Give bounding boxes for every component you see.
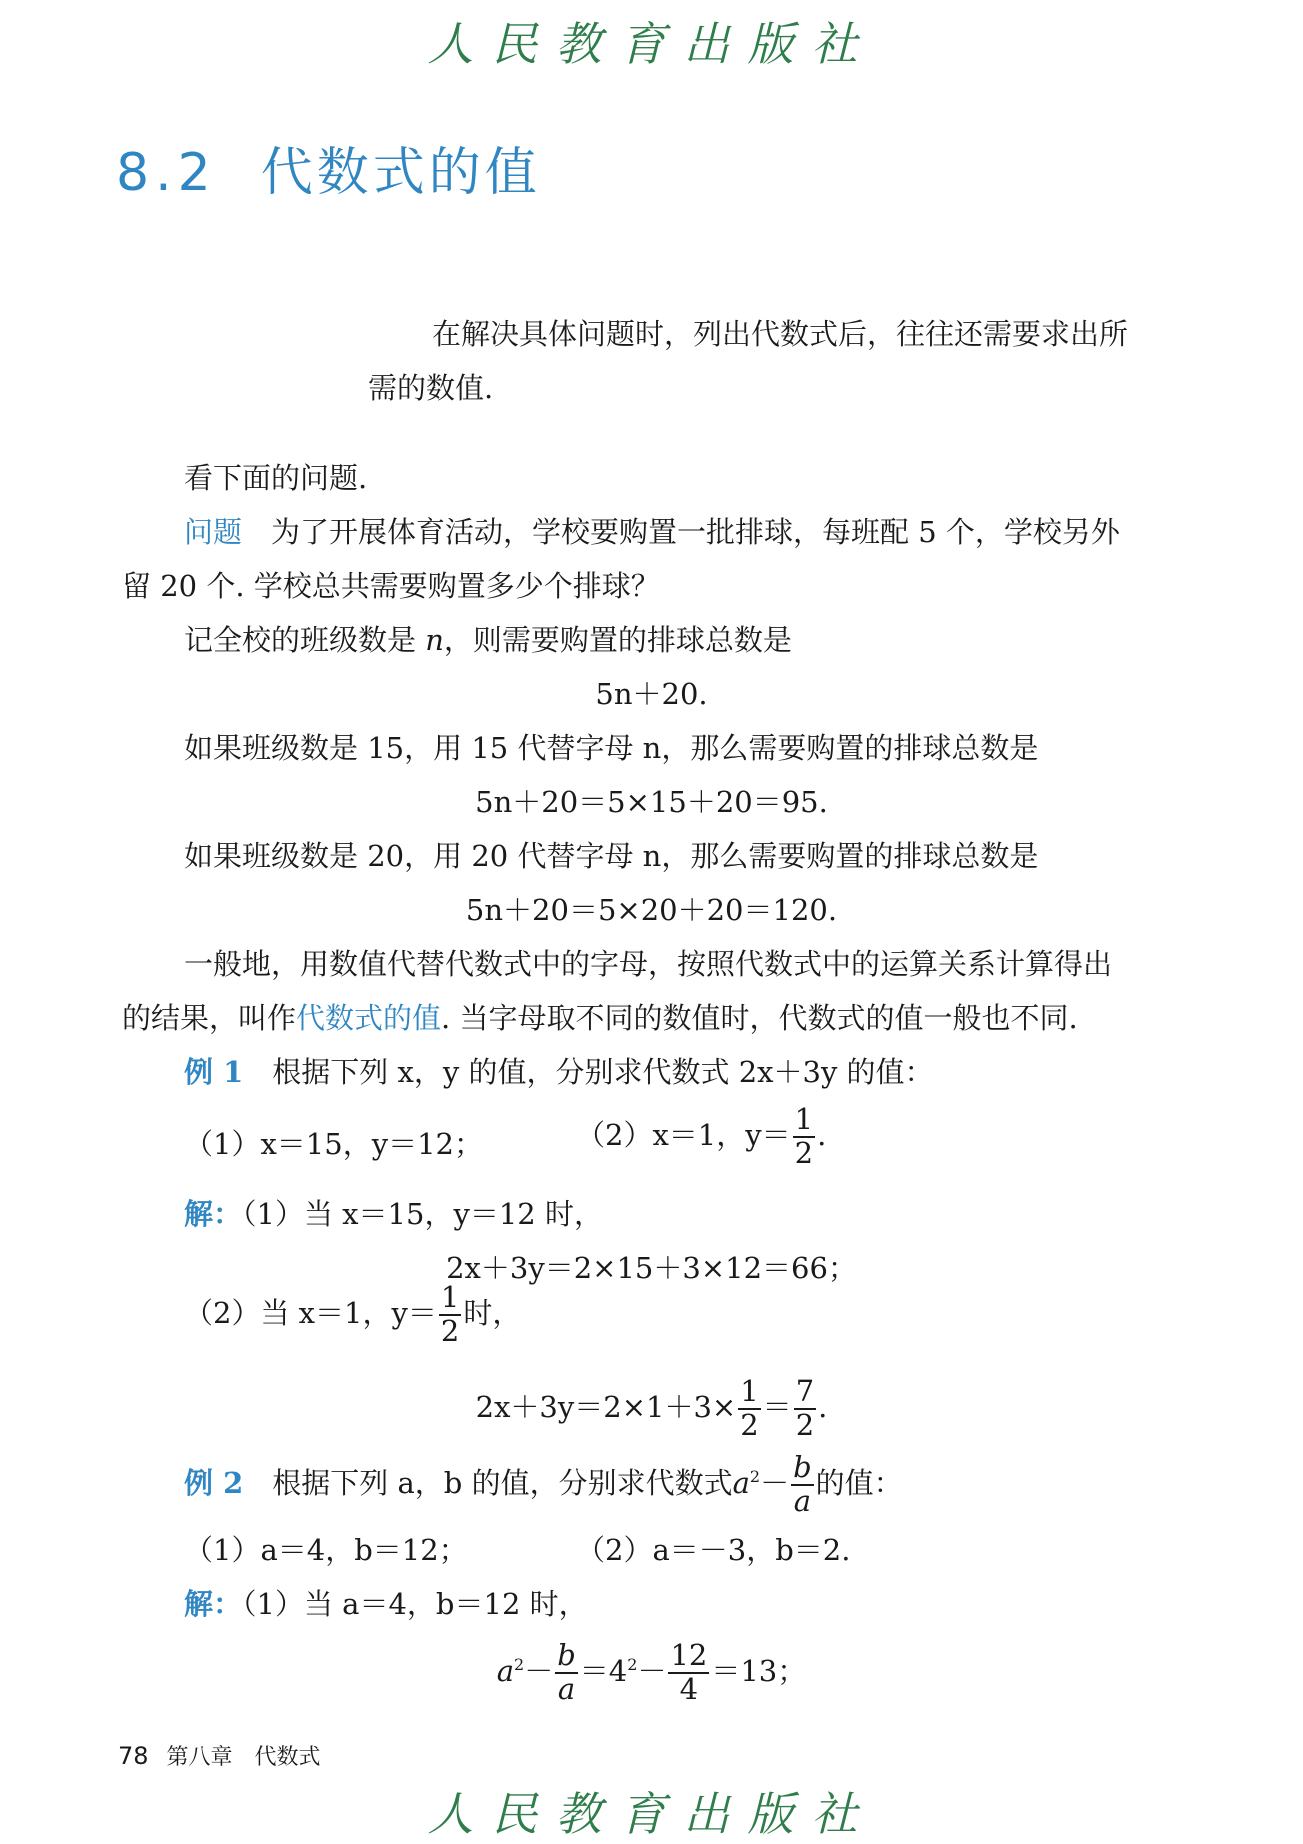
- general-line-2-a: 的结果，叫作: [122, 1001, 297, 1035]
- example-1-case-2-text: （2）x＝1，y＝: [576, 1117, 791, 1152]
- example-2-label: 例 2: [184, 1465, 244, 1500]
- solution-1-text-2: （2）当 x＝1，y＝: [184, 1295, 437, 1330]
- fraction-denominator: a: [793, 1483, 812, 1518]
- example-1-case-2: [576, 1104, 826, 1170]
- exponent-2: 2: [627, 1655, 638, 1675]
- solution-1-line-1: [184, 1192, 603, 1233]
- var-a: a: [732, 1465, 750, 1500]
- example-1-case-1: （1）x＝15，y＝12；: [184, 1127, 483, 1161]
- fraction-denominator: 2: [795, 1407, 815, 1442]
- example-1-label: 例 1: [184, 1055, 244, 1089]
- fraction-numerator: b: [793, 1450, 812, 1484]
- minus-sign: －: [760, 1465, 790, 1500]
- chapter-label: 第八章 代数式: [166, 1745, 321, 1770]
- equation-mid: ＝4: [579, 1653, 628, 1688]
- fraction-numerator: 1: [440, 1280, 460, 1314]
- solution-1-text-1: （1）当 x＝15，y＝12 时，: [242, 1197, 603, 1231]
- var-n: n: [425, 623, 444, 657]
- exponent-2: 2: [514, 1655, 525, 1675]
- fraction-denominator: 2: [794, 1135, 814, 1170]
- solution-1-text-2-end: 时，: [463, 1295, 522, 1330]
- fraction-numerator: 1: [794, 1102, 814, 1136]
- solution-2-text-1: （1）当 a＝4，b＝12 时，: [242, 1587, 588, 1621]
- fraction-numerator: b: [557, 1638, 576, 1672]
- expression-1: 5n＋20.: [595, 677, 708, 711]
- example-2-case-2: （2）a＝－3，b＝2.: [576, 1533, 851, 1567]
- equation-2-left: 2x＋3y＝2×1＋3×: [475, 1389, 737, 1424]
- example-2-text-a: 根据下列 a，b 的值，分别求代数式: [272, 1465, 733, 1500]
- solution-1-line-2: [184, 1282, 521, 1348]
- fraction-denominator: 2: [440, 1313, 460, 1348]
- general-line-1: 一般地，用数值代替代数式中的字母，按照代数式中的运算关系计算得出: [184, 947, 1113, 981]
- problem-label: 问题: [184, 515, 243, 549]
- fraction-b-over-a: [555, 1640, 578, 1706]
- page-footer: [118, 1740, 321, 1771]
- paragraph-n-a: 记全校的班级数是: [184, 623, 426, 657]
- solution-1-equation-2: [0, 1376, 1303, 1442]
- equals-sign: ＝: [762, 1389, 792, 1424]
- paragraph-20: 如果班级数是 20，用 20 代替字母 n，那么需要购置的排球总数是: [184, 839, 1039, 873]
- paragraph-n-b: ，则需要购置的排球总数是: [443, 623, 792, 657]
- page-number: 78: [118, 1742, 149, 1770]
- paragraph-n: [184, 618, 792, 659]
- fraction-numerator: 7: [795, 1374, 815, 1408]
- fraction-numerator: 1: [740, 1374, 759, 1408]
- problem-line-2: 留 20 个. 学校总共需要购置多少个排球？: [122, 569, 660, 603]
- example-2-prompt: [184, 1452, 903, 1518]
- example-2-case-1: （1）a＝4，b＝12；: [184, 1533, 468, 1567]
- publisher-watermark-top: 人民教育出版社: [427, 17, 876, 71]
- example-1-case-2-end: .: [817, 1117, 827, 1152]
- section-title-text: 代数式的值: [260, 143, 541, 203]
- fraction-one-half: [793, 1104, 815, 1170]
- example-1-text: 根据下列 x，y 的值，分别求代数式 2x＋3y 的值：: [272, 1055, 934, 1089]
- exponent-2: 2: [749, 1467, 761, 1487]
- fraction-seven-halves: [794, 1376, 816, 1442]
- paragraph-15: 如果班级数是 15，用 15 代替字母 n，那么需要购置的排球总数是: [184, 731, 1039, 765]
- fraction-b-over-a: [791, 1452, 814, 1518]
- section-title: [116, 130, 541, 205]
- equation-2-end: .: [818, 1389, 828, 1424]
- solution-2-line-1: [184, 1582, 588, 1623]
- fraction-twelve-over-four: [668, 1640, 709, 1706]
- intro-line-1: 在解决具体问题时，列出代数式后，往往还需要求出所: [432, 317, 1129, 351]
- solution-label: 解：: [184, 1197, 243, 1231]
- equation-end: ＝13；: [711, 1653, 807, 1688]
- solution-label: 解：: [184, 1587, 243, 1621]
- paragraph-look: 看下面的问题.: [184, 461, 368, 495]
- fraction-denominator: 4: [679, 1671, 699, 1706]
- problem-line-1: [184, 510, 1120, 551]
- section-number: 8.2: [116, 143, 217, 203]
- fraction-denominator: a: [557, 1671, 576, 1706]
- minus-sign: －: [524, 1653, 554, 1688]
- example-1-prompt: [184, 1050, 934, 1091]
- general-line-2: [122, 996, 1078, 1037]
- var-a: a: [496, 1653, 515, 1688]
- intro-line-2: 需的数值.: [368, 371, 494, 405]
- equation-20: 5n＋20＝5×20＋20＝120.: [465, 893, 838, 927]
- general-line-2-b: . 当字母取不同的数值时，代数式的值一般也不同.: [441, 1001, 1078, 1035]
- definition-term: 代数式的值: [296, 1001, 442, 1035]
- publisher-watermark-bottom: 人民教育出版社: [427, 1787, 876, 1841]
- fraction-denominator: 2: [740, 1407, 759, 1442]
- minus-sign: －: [637, 1653, 667, 1688]
- fraction-numerator: 12: [670, 1638, 708, 1672]
- fraction-one-half: [439, 1282, 461, 1348]
- solution-1-equation-1: 2x＋3y＝2×15＋3×12＝66；: [446, 1251, 857, 1285]
- fraction-one-half: [738, 1376, 760, 1442]
- equation-15: 5n＋20＝5×15＋20＝95.: [475, 785, 828, 819]
- problem-text-1: 为了开展体育活动，学校要购置一批排球，每班配 5 个，学校另外: [271, 515, 1120, 549]
- example-2-text-b: 的值：: [815, 1465, 903, 1500]
- solution-2-equation-1: [0, 1640, 1303, 1706]
